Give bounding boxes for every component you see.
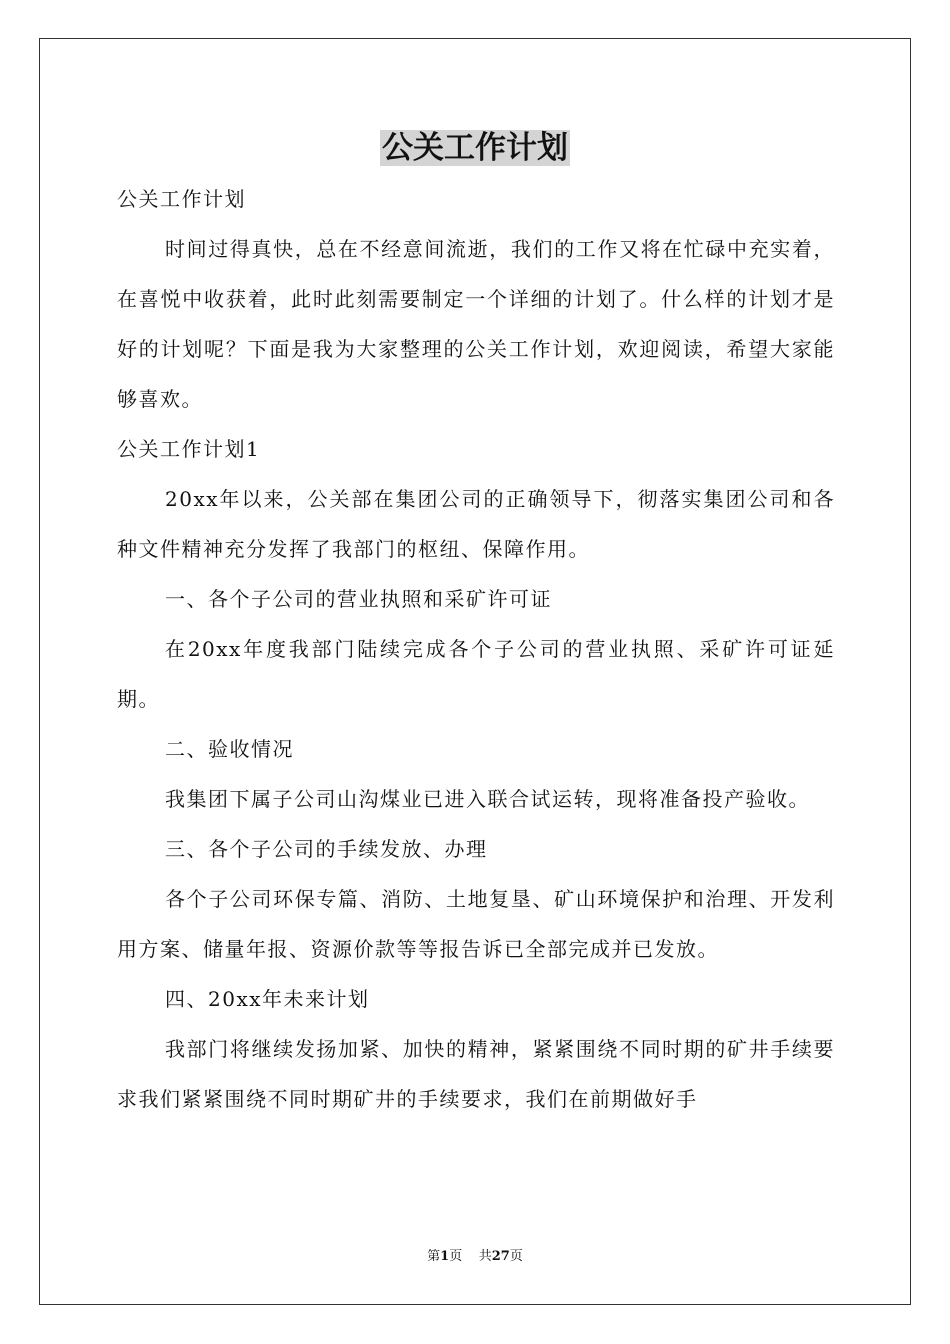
paragraph-6: 在20xx年度我部门陆续完成各个子公司的营业执照、采矿许可证延期。 [117, 637, 835, 711]
paragraph-4: 20xx年以来，公关部在集团公司的正确领导下，彻落实集团公司和各种文件精神充分发挥了我部门的枢纽、保障作用。 [117, 487, 835, 561]
footer-total-suffix: 页 [509, 1249, 523, 1264]
document-body [117, 174, 835, 1124]
paragraph-2: 时间过得真快，总在不经意间流逝，我们的工作又将在忙碌中充实着，在喜悦中收获着，此时此刻需要制定一个详细的计划了。什么样的计划才是好的计划呢？下面是我为大家整理的公关工作计划，欢迎阅读，希望大家能够喜欢。 [117, 237, 835, 411]
page-footer [0, 1248, 950, 1266]
paragraph-12: 我部门将继续发扬加紧、加快的精神，紧紧围绕不同时期的矿井手续要求我们紧紧围绕不同时期矿井的手续要求，我们在前期做好手 [117, 1037, 835, 1111]
paragraph-1: 公关工作计划 [117, 187, 246, 211]
footer-prefix: 第 [427, 1249, 441, 1264]
document-title [0, 126, 950, 170]
paragraph-9: 三、各个子公司的手续发放、办理 [165, 837, 488, 861]
footer-page-number: 1 [440, 1249, 450, 1264]
footer-total-pages: 27 [491, 1249, 510, 1264]
paragraph-11: 四、20xx年未来计划 [165, 987, 370, 1011]
paragraph-7: 二、验收情况 [165, 737, 294, 761]
paragraph-10: 各个子公司环保专篇、消防、土地复垦、矿山环境保护和治理、开发利用方案、储量年报、资源价款等等报告诉已全部完成并已发放。 [117, 887, 835, 961]
footer-page-suffix: 页 [449, 1249, 463, 1264]
paragraph-8: 我集团下属子公司山沟煤业已进入联合试运转，现将准备投产验收。 [165, 787, 810, 811]
paragraph-3: 公关工作计划1 [117, 437, 261, 461]
footer-total-prefix: 共 [478, 1249, 492, 1264]
document-title-text: 公关工作计划 [382, 130, 568, 166]
paragraph-5: 一、各个子公司的营业执照和采矿许可证 [165, 587, 552, 611]
